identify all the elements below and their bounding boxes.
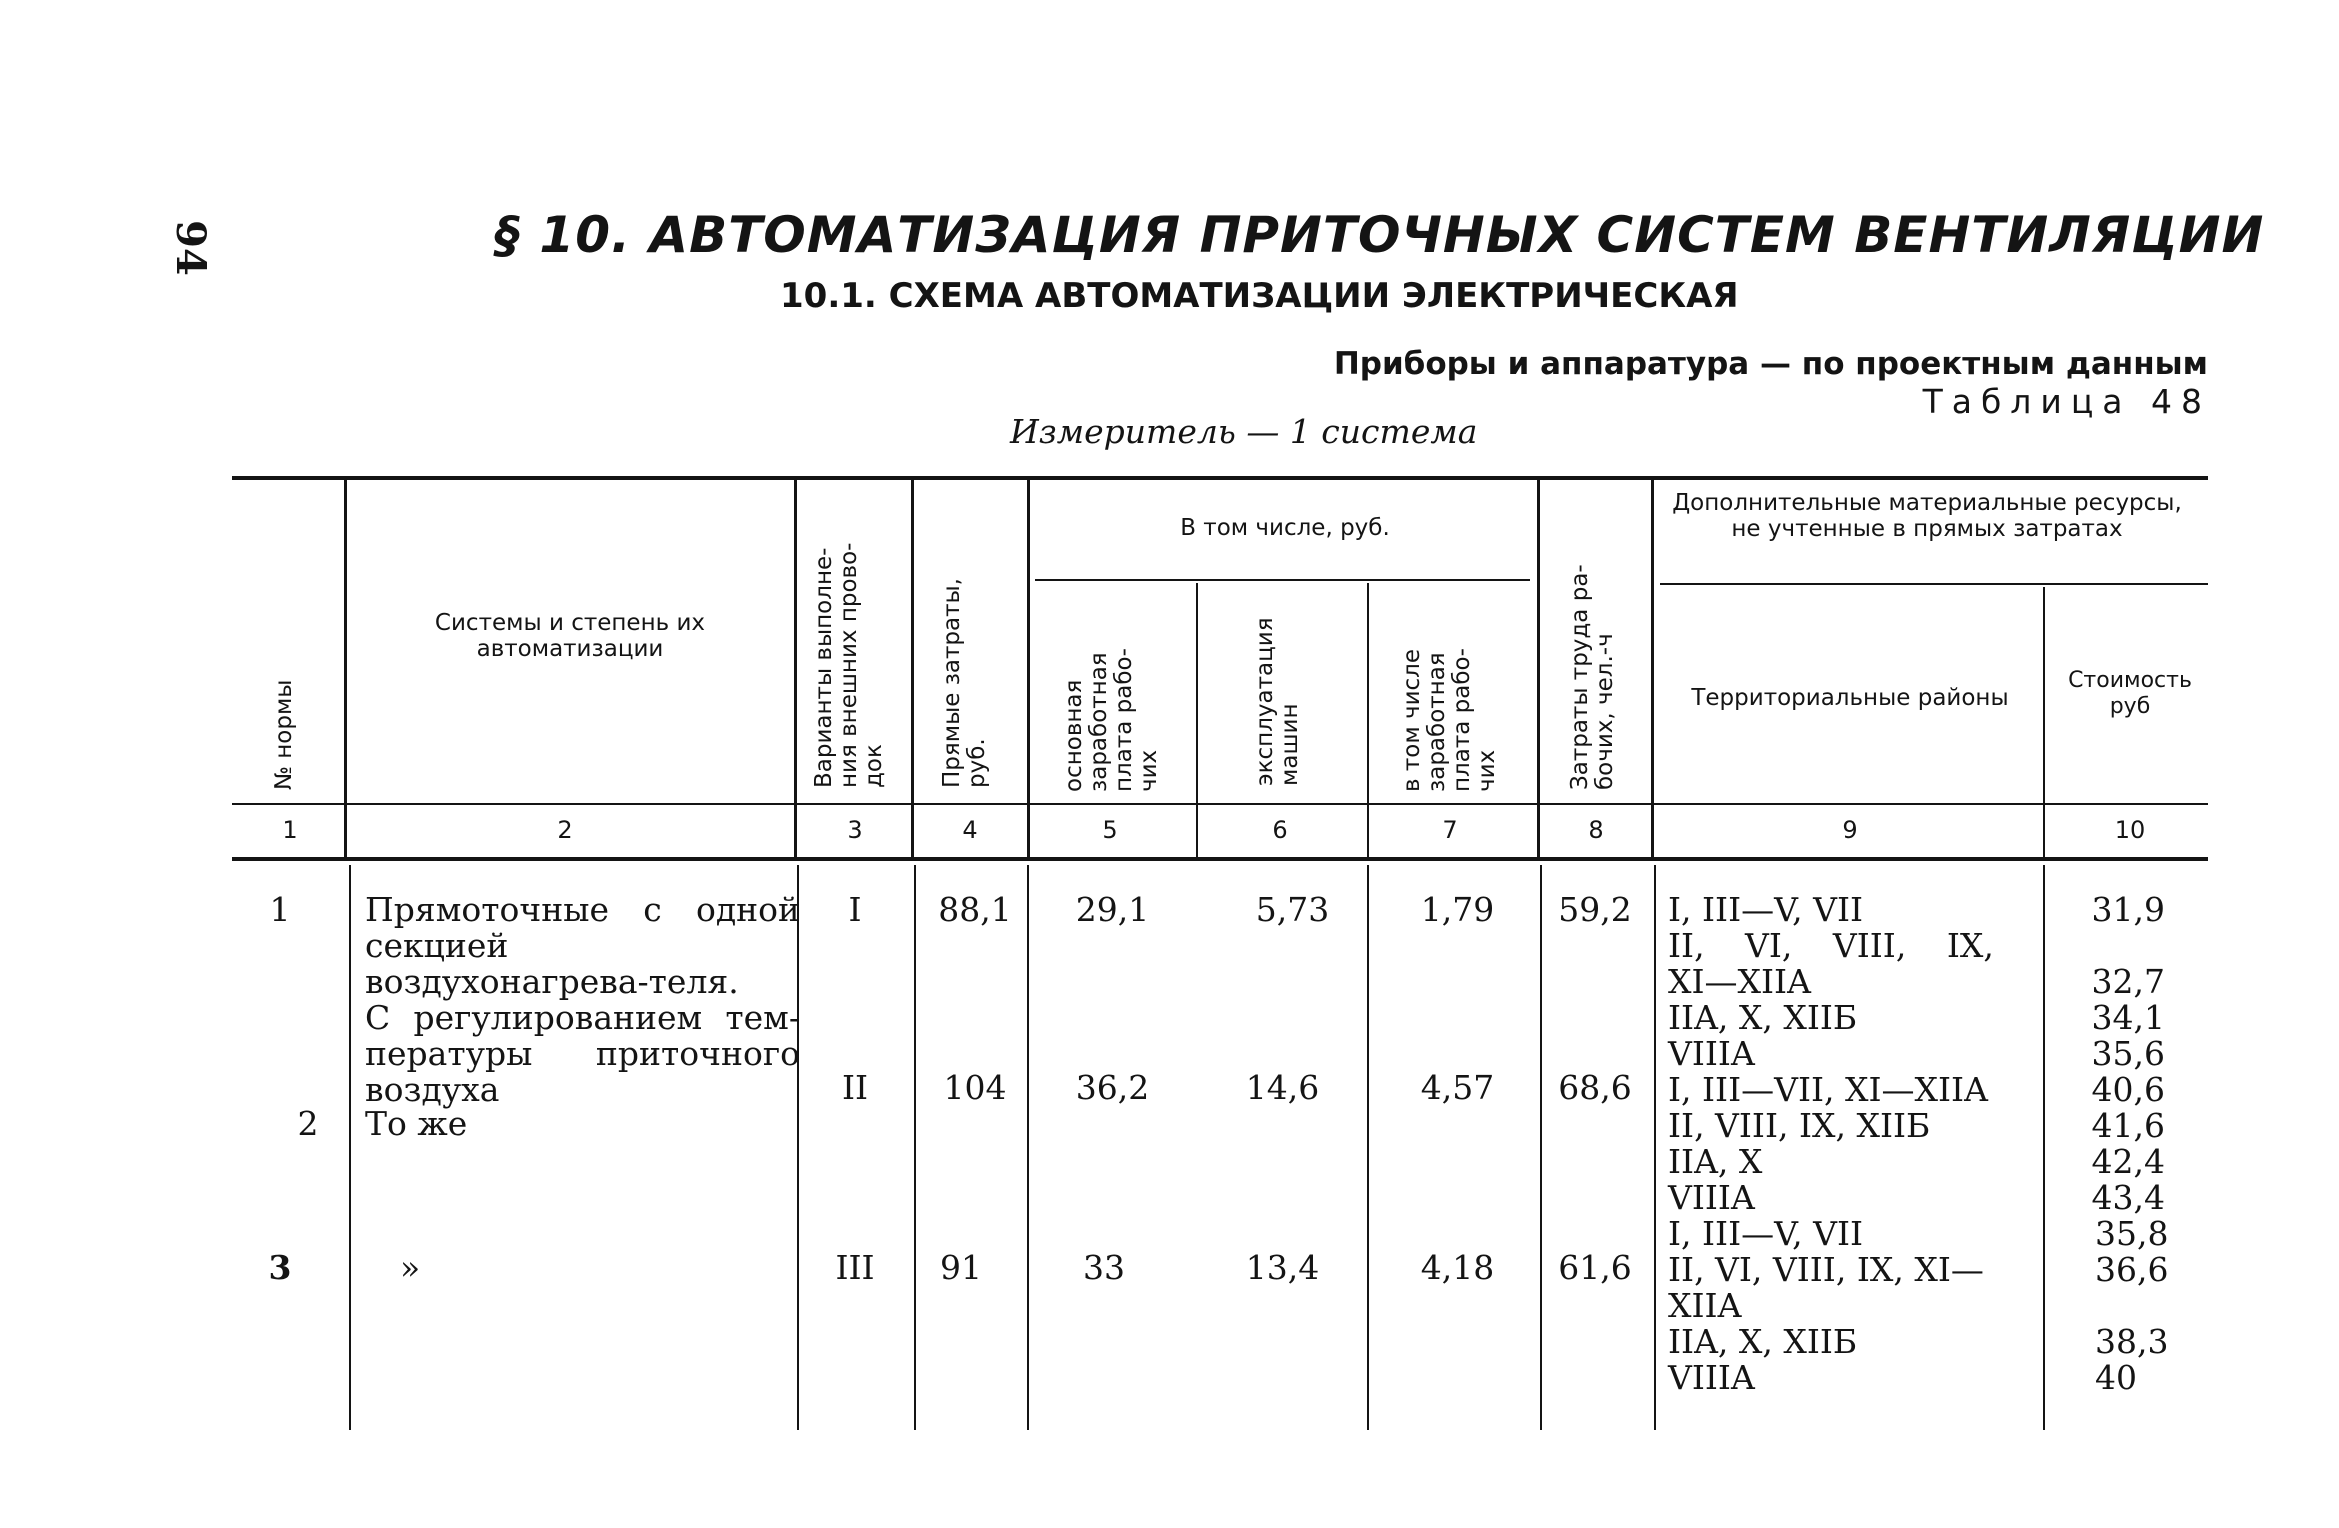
body-divider-7 bbox=[1654, 865, 1656, 1430]
body-divider-8 bbox=[2043, 865, 2045, 1430]
costs-list: 40,6 41,6 42,4 43,4 bbox=[2091, 1070, 2165, 1217]
regions-list: I, III—V, VII II, VI, VIII, IX, XI—XIIA IIA, X, XIIБ VIIIA bbox=[1668, 890, 1994, 1073]
system-description: Прямоточные с одной секцией воздухонагрева-теля. bbox=[365, 890, 800, 1001]
column-number: 1 bbox=[282, 816, 298, 844]
norm-number: 1 bbox=[269, 890, 291, 929]
header-variants: Варианты выполне- ния внешних прово- док bbox=[811, 542, 887, 788]
header-subrule-additional bbox=[1660, 583, 2208, 585]
col-divider-4 bbox=[1027, 480, 1030, 857]
machines: 5,73 bbox=[1255, 890, 1330, 929]
variant: II bbox=[841, 1068, 869, 1107]
col-divider-1 bbox=[344, 480, 347, 857]
column-number: 10 bbox=[2114, 816, 2146, 844]
column-number: 9 bbox=[1842, 816, 1858, 844]
body-divider-6 bbox=[1540, 865, 1542, 1430]
header-incl-salary: в том числе заработная плата рабо- чих bbox=[1399, 648, 1500, 792]
column-number: 7 bbox=[1442, 816, 1458, 844]
system-description: То же bbox=[365, 1104, 468, 1143]
body-divider-3 bbox=[914, 865, 916, 1430]
direct-costs: 91 bbox=[940, 1248, 982, 1287]
header-systems: Системы и степень их автоматизации bbox=[434, 610, 706, 662]
incl-salary: 4,57 bbox=[1420, 1068, 1495, 1107]
header-additional: Дополнительные материальные ресурсы, не учтенные в прямых затратах bbox=[1672, 490, 2182, 542]
norm-number: 3 bbox=[268, 1248, 292, 1287]
col-divider-9 bbox=[2043, 587, 2045, 857]
regions-list: I, III—VII, XI—XIIA II, VIII, IX, XIIБ IIA, X VIIIA bbox=[1668, 1070, 1988, 1217]
col-divider-3 bbox=[911, 480, 914, 857]
col-divider-5 bbox=[1196, 583, 1198, 857]
incl-salary: 4,18 bbox=[1420, 1248, 1495, 1287]
header-direct-costs: Прямые затраты, руб. bbox=[939, 578, 990, 788]
meter-label: Измеритель — 1 система bbox=[1010, 412, 1478, 451]
labor: 61,6 bbox=[1558, 1248, 1632, 1287]
header-including: В том числе, руб. bbox=[1180, 515, 1390, 541]
subsection-title: 10.1. СХЕМА АВТОМАТИЗАЦИИ ЭЛЕКТРИЧЕСКАЯ bbox=[780, 276, 1739, 316]
base-salary: 29,1 bbox=[1075, 890, 1150, 929]
norm-number: 2 bbox=[297, 1104, 319, 1143]
variant: I bbox=[848, 890, 862, 929]
devices-note: Приборы и аппаратура — по проектным данным bbox=[1333, 346, 2208, 382]
variant: III bbox=[835, 1248, 875, 1287]
header-norm-no: № нормы bbox=[271, 679, 297, 790]
col-divider-6 bbox=[1367, 583, 1369, 857]
header-base-salary: основная заработная плата рабо- чих bbox=[1061, 648, 1162, 792]
column-number: 6 bbox=[1272, 816, 1288, 844]
body-divider-4 bbox=[1027, 865, 1029, 1430]
labor: 68,6 bbox=[1558, 1068, 1632, 1107]
body-divider-5 bbox=[1367, 865, 1369, 1430]
column-number: 2 bbox=[557, 816, 573, 844]
col-divider-2 bbox=[794, 480, 797, 857]
column-number: 8 bbox=[1588, 816, 1604, 844]
col-divider-7 bbox=[1537, 480, 1540, 857]
costs-list: 31,9 32,7 34,1 35,6 bbox=[2091, 890, 2165, 1073]
direct-costs: 88,1 bbox=[938, 890, 1012, 929]
system-description-2: С регулированием тем-пературы приточного воздуха bbox=[365, 998, 800, 1109]
costs-list: 35,8 36,6 38,3 40 bbox=[2095, 1214, 2169, 1397]
direct-costs: 104 bbox=[943, 1068, 1007, 1107]
table-label: Таблица 48 bbox=[1922, 382, 2211, 421]
column-number: 3 bbox=[847, 816, 863, 844]
machines: 13,4 bbox=[1245, 1248, 1320, 1287]
incl-salary: 1,79 bbox=[1420, 890, 1495, 929]
column-numbers-top-rule bbox=[232, 803, 2208, 805]
column-number: 4 bbox=[962, 816, 978, 844]
body-divider-1 bbox=[349, 865, 351, 1430]
system-description: » bbox=[400, 1248, 421, 1287]
header-labor: Затраты труда ра- бочих, чел.-ч bbox=[1567, 564, 1618, 790]
header-machines: эксплуатация машин bbox=[1252, 617, 1303, 786]
base-salary: 36,2 bbox=[1075, 1068, 1150, 1107]
section-title: § 10. АВТОМАТИЗАЦИЯ ПРИТОЧНЫХ СИСТЕМ ВЕНТИЛЯЦИИ bbox=[495, 206, 2265, 264]
column-numbers-bottom-rule bbox=[232, 857, 2208, 861]
regions-list: I, III—V, VII II, VI, VIII, IX, XI— XIIA IIA, X, XIIБ VIIIA bbox=[1668, 1214, 1984, 1397]
header-subrule-including bbox=[1035, 579, 1530, 581]
labor: 59,2 bbox=[1558, 890, 1632, 929]
machines: 14,6 bbox=[1245, 1068, 1320, 1107]
page-number: 94 bbox=[167, 220, 214, 276]
column-number: 5 bbox=[1102, 816, 1118, 844]
col-divider-8 bbox=[1651, 480, 1654, 857]
header-cost: Стоимость руб bbox=[2068, 668, 2192, 719]
top-rule bbox=[232, 476, 2208, 480]
base-salary: 33 bbox=[1083, 1248, 1125, 1287]
header-regions: Территориальные районы bbox=[1691, 685, 2009, 711]
